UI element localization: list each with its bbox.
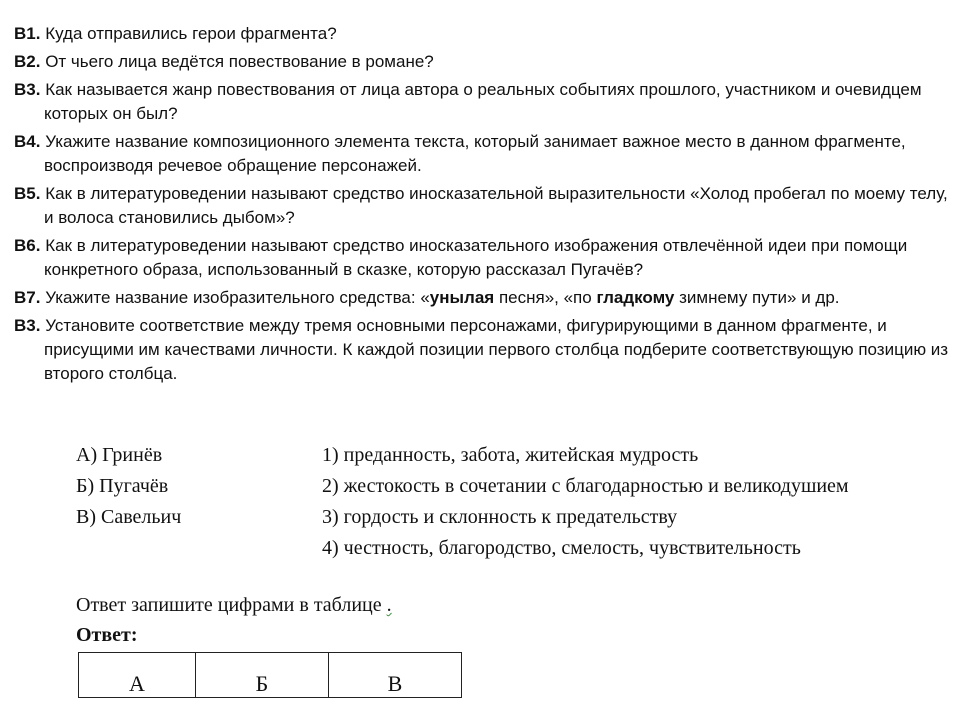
question-text: Установите соответствие между тремя основными персонажами, фигурирующими в данном фрагменте, и присущими им качествами личности. К каждой позиции первого столбца подберите соответствующую позицию из второго столбца. (40, 316, 949, 383)
question-text: Как в литературоведении называют средство иносказательной выразительности «Холод пробегал по моему телу, и волоса становились дыбом»? (40, 184, 948, 227)
question-number: В6. (14, 236, 41, 255)
answer-table (78, 652, 462, 698)
question-number: В4. (14, 132, 41, 151)
question-b6 (14, 234, 950, 282)
questions-list (14, 22, 950, 390)
question-b2 (14, 50, 950, 74)
question-b5 (14, 182, 950, 230)
character-option: Б) Пугачёв (76, 475, 169, 497)
answer-cell-b[interactable]: Б (196, 653, 329, 698)
quality-option: 1) преданность, забота, житейская мудрость (322, 444, 699, 466)
question-b7 (14, 286, 950, 310)
question-text: Как в литературоведении называют средство иносказательного изображения отвлечённой идеи при помощи конкретного образа, использованный в сказке, которую рассказал Пугачёв? (40, 236, 908, 279)
question-text: Как называется жанр повествования от лица автора о реальных событиях прошлого, участником и очевидцем которых он был? (40, 80, 922, 123)
character-option: В) Савельич (76, 506, 182, 528)
question-b3-matching (14, 314, 950, 386)
answer-cell-a[interactable]: А (79, 653, 196, 698)
question-number: В3. (14, 316, 41, 335)
answer-label: Ответ: (76, 624, 138, 646)
question-number: В1. (14, 24, 41, 43)
question-b4 (14, 130, 950, 178)
answer-cell-v[interactable]: В (329, 653, 462, 698)
question-text-part: Укажите название изобразительного средства: « (40, 288, 430, 307)
question-text: Укажите название композиционного элемента текста, который занимает важное место в данном фрагменте, воспроизводя речевое обращение персонажей. (40, 132, 906, 175)
quality-option: 3) гордость и склонность к предательству (322, 506, 678, 528)
question-text-part: зимнему пути» и др. (674, 288, 840, 307)
question-number: В3. (14, 80, 41, 99)
question-text-emphasis: унылая (429, 288, 495, 307)
question-number: В2. (14, 52, 41, 71)
question-b1 (14, 22, 950, 46)
question-text: Куда отправились герои фрагмента? (40, 24, 337, 43)
question-b3 (14, 78, 950, 126)
question-number: В7. (14, 288, 41, 307)
answer-instruction-end: . (386, 594, 392, 616)
question-number: В5. (14, 184, 41, 203)
quality-option: 4) честность, благородство, смелость, чувствительность (322, 537, 801, 559)
question-text: От чьего лица ведётся повествование в романе? (40, 52, 434, 71)
question-text-emphasis: гладкому (596, 288, 675, 307)
answer-instruction (76, 594, 392, 617)
quality-option: 2) жестокость в сочетании с благодарностью и великодушием (322, 475, 849, 497)
character-option: А) Гринёв (76, 444, 163, 466)
answer-instruction-text: Ответ запишите цифрами в таблице (76, 594, 382, 616)
answer-table-header-row (79, 653, 462, 698)
question-text-part: песня», «по (494, 288, 597, 307)
